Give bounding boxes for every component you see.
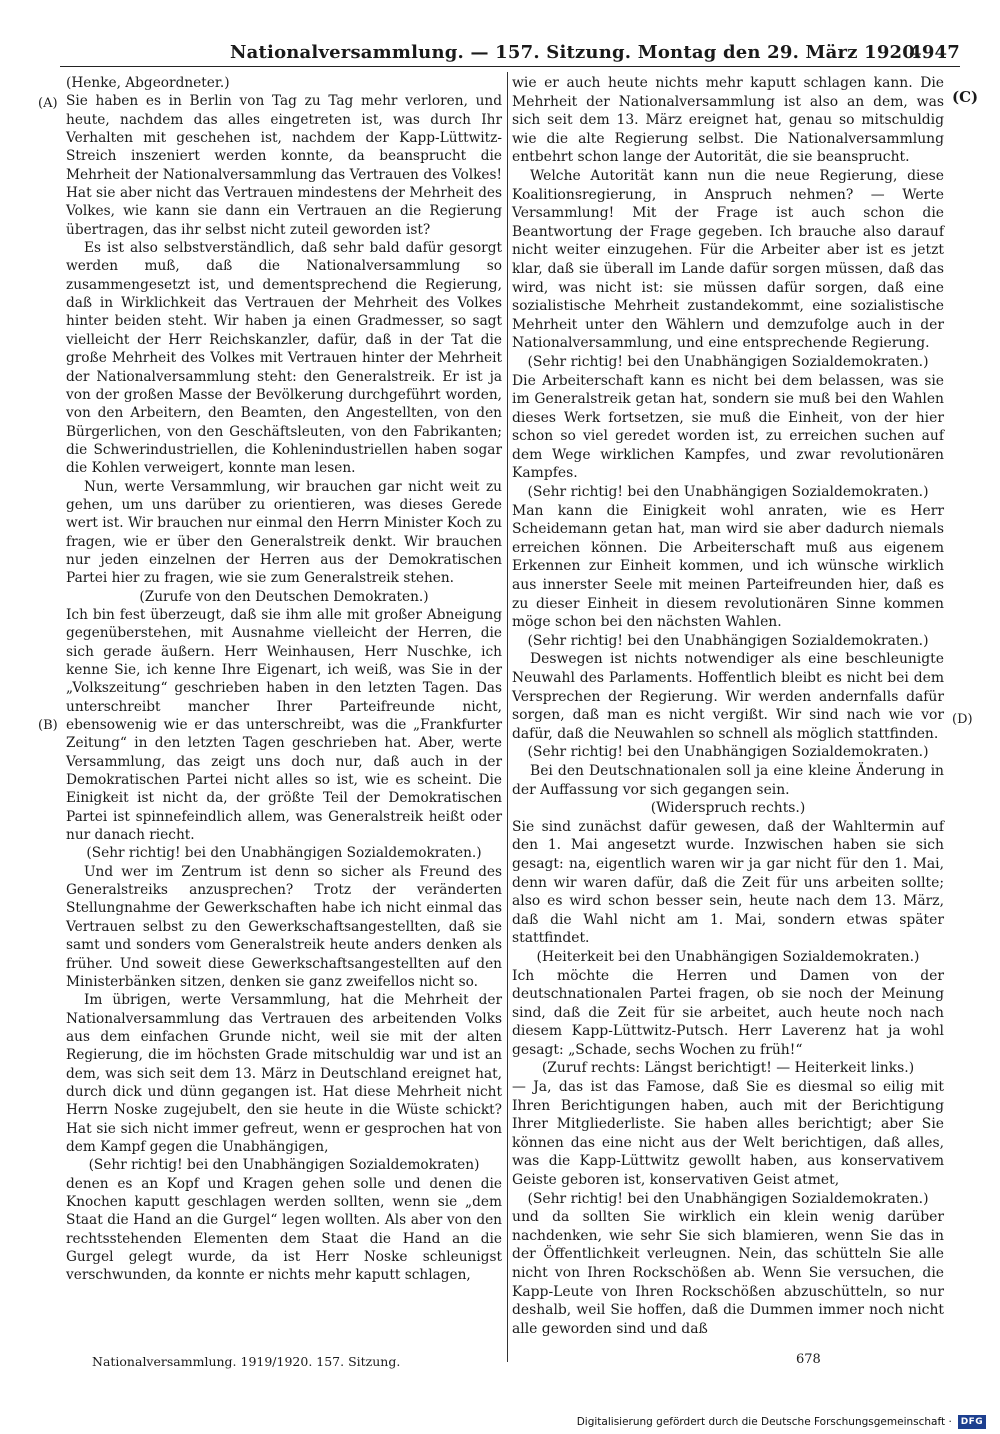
paragraph: wie er auch heute nichts mehr kaputt schlagen kann. Die Mehrheit der Nationalversammlung ist also an dem, was sich seit dem 13. März ereignet hat, genau so mitschuldig wie die alte Regierung selbst. Die Nationalversammlung entbehrt schon lange der Autorität, die sie beansprucht.	[512, 75, 944, 166]
interjection: (Heiterkeit bei den Unabhängigen Sozialdemokraten.)	[536, 948, 920, 965]
header-rule	[60, 66, 960, 67]
header-title: Nationalversammlung. — 157. Sitzung. Montag den 29. März 1920.	[230, 42, 922, 63]
interjection: (Sehr richtig! bei den Unabhängigen Sozialdemokraten.)	[527, 484, 929, 501]
paragraph: Es ist also selbstverständlich, daß sehr bald dafür gesorgt werden muß, daß die Nationalversammlung so zusammengesetzt ist, und dementsprechend die Regierung, daß in Wirklichkeit das Vertrauen der Mehrheit des Volkes hinter beiden steht. Wir haben ja einen Gradmesser, so sagt vielleicht der Herr Reichskanzler, dafür, daß in der Tat die große Mehrheit des Volkes mit Vertrauen hinter der Mehrheit der Nationalversammlung steht: den Generalstreik. Er ist ja von der großen Masse der Bevölkerung durchgeführt worden, von den Arbeitern, den Beamten, den Angestellten, von den Bürgerlichen, von den Geschäftsleuten, von den Fabrikanten; die Schwerindustriellen, die Kohlenindustriellen haben sogar die Kohlen verweigert, konnte man lesen.	[66, 240, 502, 477]
interjection: (Zurufe von den Deutschen Demokraten.)	[139, 588, 429, 605]
paragraph: Man kann die Einigkeit wohl anraten, wie es Herr Scheidemann getan hat, man wird sie aber dadurch niemals erreichen können. Die Arbeiterschaft muß aus eigenem Erkennen zur Einheit kommen, und ich wünsche wirklich aus innerster Seele mit meinen Parteifreunden hier, daß es zu dieser Einheit in diesem revolutionären Sinne kommen möge schon bei den nächsten Wahlen.	[512, 502, 944, 631]
paragraph: Die Arbeiterschaft kann es nicht bei dem belassen, was sie im Generalstreik getan hat, sondern sie muß bei den Wahlen dieses Werk fortsetzen, sie muß die Einheit, von der hier schon so viel geredet worden ist, zu erreichen suchen auf dem Wege wirklichen Kampfes, und zwar revolutionären Kampfes.	[512, 372, 944, 482]
interjection: (Sehr richtig! bei den Unabhängigen Sozialdemokraten.)	[86, 845, 482, 862]
margin-marker-d: (D)	[952, 712, 973, 727]
page-number: 4947	[909, 42, 960, 63]
paragraph: Und wer im Zentrum ist denn so sicher als Freund des Generalstreiks anzusprechen? Trotz der veränderten Stellungnahme der Gewerkschaften habe ich nicht einmal das Vertrauen selbst zu den Gewerkschaftsangestellten, daß sie samt und sonders vom Generalstreik heute anders denken als früher. Und soweit diese Gewerkschaftsangestellten auf den Ministerbänken sitzen, denken sie ganz zweifellos nicht so.	[66, 863, 502, 990]
column-divider	[507, 72, 508, 1362]
interjection: (Sehr richtig! bei den Unabhängigen Sozialdemokraten.)	[527, 1190, 929, 1207]
right-column	[512, 74, 944, 1344]
paragraph: Nun, werte Versammlung, wir brauchen gar nicht weit zu gehen, um uns darüber zu orientieren, was dieses Gerede wert ist. Wir brauchen nur einmal den Herrn Minister Koch zu fragen, wie er über den Generalstreik denkt. Wir brauchen nur jeden einzelnen der Herren aus der Demokratischen Partei hier zu fragen, wie sie zum Generalstreik stehen.	[66, 478, 502, 587]
margin-marker-c: (C)	[952, 88, 979, 106]
paragraph: Im übrigen, werte Versammlung, hat die Mehrheit der Nationalversammlung das Vertrauen des arbeitenden Volks aus dem einfachen Grunde nicht, weil sie mit der alten Regierung, die im höchsten Grade mitschuldig war und ist an dem, was sich seit dem 13. März in Deutschland ereignet hat, durch dick und dünn gegangen ist. Hat diese Mehrheit nicht Herrn Noske zugejubelt, den sie heute in die Wüste schickt? Hat sie sich nicht immer gefreut, wenn er gesprochen hat von dem Kampf gegen die Unabhängigen,	[66, 992, 502, 1155]
paragraph: Ich möchte die Herren und Damen von der deutschnationalen Partei fragen, ob sie noch der Meinung sind, daß die Zeit für sie arbeitet, auch heute noch nach diesem Kapp-Lüttwitz-Putsch. Herr Laverenz hat ja wohl gesagt: „Schade, sechs Wochen zu früh!“	[512, 967, 944, 1058]
speaker-line: (Henke, Abgeordneter.)	[66, 75, 230, 91]
paragraph: Ich bin fest überzeugt, daß sie ihm alle mit großer Abneigung gegenüberstehen, mit Ausnahme vielleicht der Herren, die sich gerade äußern. Herr Weinhausen, Herr Nuschke, ich kenne Sie, ich kenne Ihre Eigenart, ich weiß, was Sie in der „Volkszeitung“ geschrieben haben in den letzten Tagen. Das unterschreibt mancher Ihrer Parteifreunde nicht, ebensowenig wie er das unterschreibt, was die „Frankfurter Zeitung“ in den letzten Tagen geschrieben hat. Aber, werte Versammlung, das zeigt uns doch nur, daß auch in der Demokratischen Partei nicht alles so ist, wie es scheint. Die Einigkeit ist nicht da, der größte Teil der Demokratischen Partei ist spinnefeindlich allem, was Generalstreik heißt oder nur danach riecht.	[66, 606, 502, 844]
paragraph: Deswegen ist nichts notwendiger als eine beschleunigte Neuwahl des Parlaments. Hoffentlich bleibt es nicht bei dem Versprechen der Regierung. Wir werden andernfalls dafür sorgen, daß man es nicht vergißt. Wir sind nach wie vor dafür, daß die Neuwahlen so schnell als möglich stattfinden.	[512, 651, 944, 742]
left-column	[66, 74, 502, 1344]
paragraph: denen es an Kopf und Kragen gehen solle und denen die Knochen kaputt geschlagen werden sollten, wenn sie „dem Staat die Hand an die Gurgel“ legen wollten. Als aber von den rechtsstehenden Elementen dem Staat die Hand an die Gurgel gelegt wurde, da ist Herr Noske schleunigst verschwunden, da konnte er nichts mehr kaputt schlagen,	[66, 1175, 502, 1284]
interjection: (Sehr richtig! bei den Unabhängigen Sozialdemokraten.)	[527, 744, 929, 761]
paragraph: Bei den Deutschnationalen soll ja eine kleine Änderung in der Auffassung vor sich gegangen sein.	[512, 762, 944, 798]
paragraph: Sie sind zunächst dafür gewesen, daß der Wahltermin auf den 1. Mai angesetzt wurde. Inzwischen haben sie sich gesagt: na, eigentlich waren wir ja gar nicht für den 1. Mai, denn wir waren dafür, daß die Zeit für uns arbeiten sollte; also es wird schon besser sein, heute nach dem 13. März, daß die Wahl nicht am 1. Mai, sondern etwas später stattfindet.	[512, 818, 944, 947]
interjection: (Sehr richtig! bei den Unabhängigen Sozialdemokraten.)	[527, 632, 929, 649]
paragraph: Welche Autorität kann nun die neue Regierung, diese Koalitionsregierung, in Anspruch nehmen? — Werte Versammlung! Mit der Frage ist auch schon die Beantwortung der Frage gegeben. Ich brauche also darauf nicht weiter einzugehen. Für die Arbeiter aber ist es jetzt klar, daß sie überall im Lande dafür sorgen müssen, daß das wird, was nicht ist: sie müssen dafür sorgen, daß eine sozialistische Mehrheit zustandekommt, eine sozialistische Mehrheit unter den Wählern und demzufolge auch in der Nationalversammlung, und eine entsprechende Regierung.	[512, 167, 944, 352]
footer-sheet-number: 678	[796, 1352, 821, 1367]
margin-marker-b: (B)	[38, 718, 58, 733]
digitization-note: Digitalisierung gefördert durch die Deutsche Forschungsgemeinschaft ·	[576, 1416, 952, 1428]
dfg-logo: DFG	[958, 1415, 986, 1429]
interjection: (Sehr richtig! bei den Unabhängigen Sozialdemokraten)	[88, 1157, 480, 1174]
margin-marker-a: (A)	[38, 96, 58, 111]
paragraph: — Ja, das ist das Famose, daß Sie es diesmal so eilig mit Ihren Berichtigungen haben, auch mit der Berichtigung Ihrer Mitgliederliste. Sie haben alles berichtigt; aber Sie können das eine nicht aus der Welt berichtigen, daß alles, was die Kapp-Lüttwitz gewollt haben, aus konservativem Geiste geboren ist, konservativen Geist atmet,	[512, 1079, 944, 1189]
digitization-credit	[577, 1414, 986, 1430]
interjection: (Sehr richtig! bei den Unabhängigen Sozialdemokraten.)	[527, 353, 929, 370]
footer-session-note: Nationalversammlung. 1919/1920. 157. Sitzung.	[92, 1354, 401, 1369]
paragraph: Sie haben es in Berlin von Tag zu Tag mehr verloren, und heute, nachdem das alles eingetreten ist, was durch Ihr Verhalten mit geschehen ist, nachdem der Kapp-Lüttwitz-Streich inszeniert werden konnte, da beansprucht die Mehrheit der Nationalversammlung das Vertrauen des Volkes! Hat sie aber nicht das Vertrauen mindestens der Mehrheit des Volkes, wie kann sie dann ein Vertrauen an die Regierung übertragen, das ihr selbst nicht zuteil geworden ist?	[66, 93, 502, 238]
interjection: (Zuruf rechts: Längst berichtigt! — Heiterkeit links.)	[541, 1060, 915, 1077]
paragraph: und da sollten Sie wirklich ein klein wenig darüber nachdenken, wie sehr Sie sich blamieren, wenn Sie das in der Öffentlichkeit verleugnen. Nein, das schütteln Sie alle nicht von Ihren Rockschößen ab. Wenn Sie versuchen, die Kapp-Leute von Ihren Rockschößen abzuschütteln, so nur deshalb, weil Sie hoffen, daß die Dummen immer noch nicht alle geworden sind und daß	[512, 1209, 944, 1337]
interjection: (Widerspruch rechts.)	[650, 800, 806, 817]
